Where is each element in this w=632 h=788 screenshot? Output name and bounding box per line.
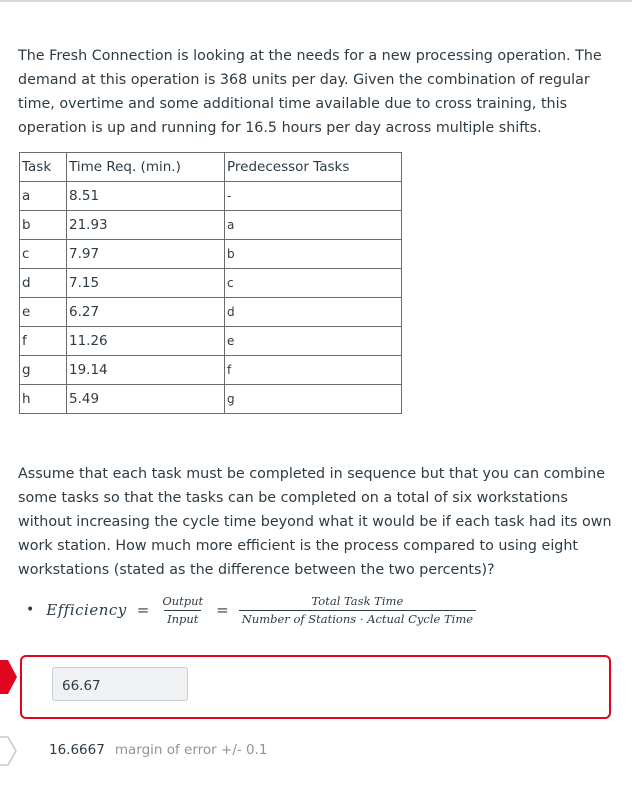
correct-answer-icon: [0, 736, 18, 766]
predecessor-cell: f: [225, 356, 402, 385]
header-predecessor: Predecessor Tasks: [225, 153, 402, 182]
table-row: [20, 356, 402, 385]
task-cell: b: [20, 211, 67, 240]
time-cell: 5.49: [67, 385, 225, 414]
table-row: [20, 182, 402, 211]
time-cell: 7.15: [67, 269, 225, 298]
predecessor-cell: d: [225, 298, 402, 327]
task-cell: a: [20, 182, 67, 211]
top-divider: [0, 0, 632, 2]
predecessor-cell: -: [225, 182, 402, 211]
question-prompt: Assume that each task must be completed in sequence but that you can combine some tasks so that the tasks can be completed on a total of six workstations without increasing the cycle time beyond what it would be if each task had its own work station. How much more efficient is the process compared to using eight workstations (stated as the difference between the two percents)?: [18, 466, 612, 578]
time-cell: 11.26: [67, 327, 225, 356]
formula-lhs: Efficiency: [46, 601, 127, 619]
table-row: [20, 327, 402, 356]
task-cell: h: [20, 385, 67, 414]
question-intro: The Fresh Connection is looking at the needs for a new processing operation. The demand at this operation is 368 units per day. Given the combination of regular time, overtime and some additional time available due to cross training, this operation is up and running for 16.5 hours per day across multiple shifts.: [18, 48, 602, 136]
time-cell: 7.97: [67, 240, 225, 269]
correct-answer-value: 16.6667: [49, 742, 105, 758]
equals-sign: =: [216, 601, 229, 619]
header-task: Task: [20, 153, 67, 182]
task-cell: e: [20, 298, 67, 327]
time-cell: 19.14: [67, 356, 225, 385]
task-cell: g: [20, 356, 67, 385]
task-table: [19, 152, 402, 414]
table-row: [20, 385, 402, 414]
output-input-fraction: [159, 594, 206, 626]
task-cell: f: [20, 327, 67, 356]
task-time-fraction: [239, 594, 476, 626]
header-time: Time Req. (min.): [67, 153, 225, 182]
table-row: [20, 240, 402, 269]
table-row: [20, 298, 402, 327]
incorrect-answer-icon: [0, 660, 18, 694]
correct-answer: [49, 742, 268, 758]
fraction-denominator: Number of Stations · Actual Cycle Time: [239, 610, 476, 626]
margin-of-error: margin of error +/- 0.1: [114, 742, 268, 758]
time-cell: 6.27: [67, 298, 225, 327]
fraction-numerator: Total Task Time: [311, 594, 404, 608]
predecessor-cell: b: [225, 240, 402, 269]
answer-input[interactable]: 66.67: [52, 667, 188, 701]
table-header-row: [20, 153, 402, 182]
efficiency-formula: [26, 590, 476, 630]
equals-sign: =: [136, 601, 150, 619]
fraction-numerator: Output: [162, 594, 204, 608]
table-row: [20, 269, 402, 298]
bullet-icon: •: [26, 602, 35, 618]
predecessor-cell: a: [225, 211, 402, 240]
answer-container: [20, 655, 611, 719]
task-cell: d: [20, 269, 67, 298]
time-cell: 8.51: [67, 182, 225, 211]
predecessor-cell: e: [225, 327, 402, 356]
fraction-denominator: Input: [164, 610, 201, 626]
time-cell: 21.93: [67, 211, 225, 240]
predecessor-cell: g: [225, 385, 402, 414]
table-row: [20, 211, 402, 240]
predecessor-cell: c: [225, 269, 402, 298]
task-cell: c: [20, 240, 67, 269]
